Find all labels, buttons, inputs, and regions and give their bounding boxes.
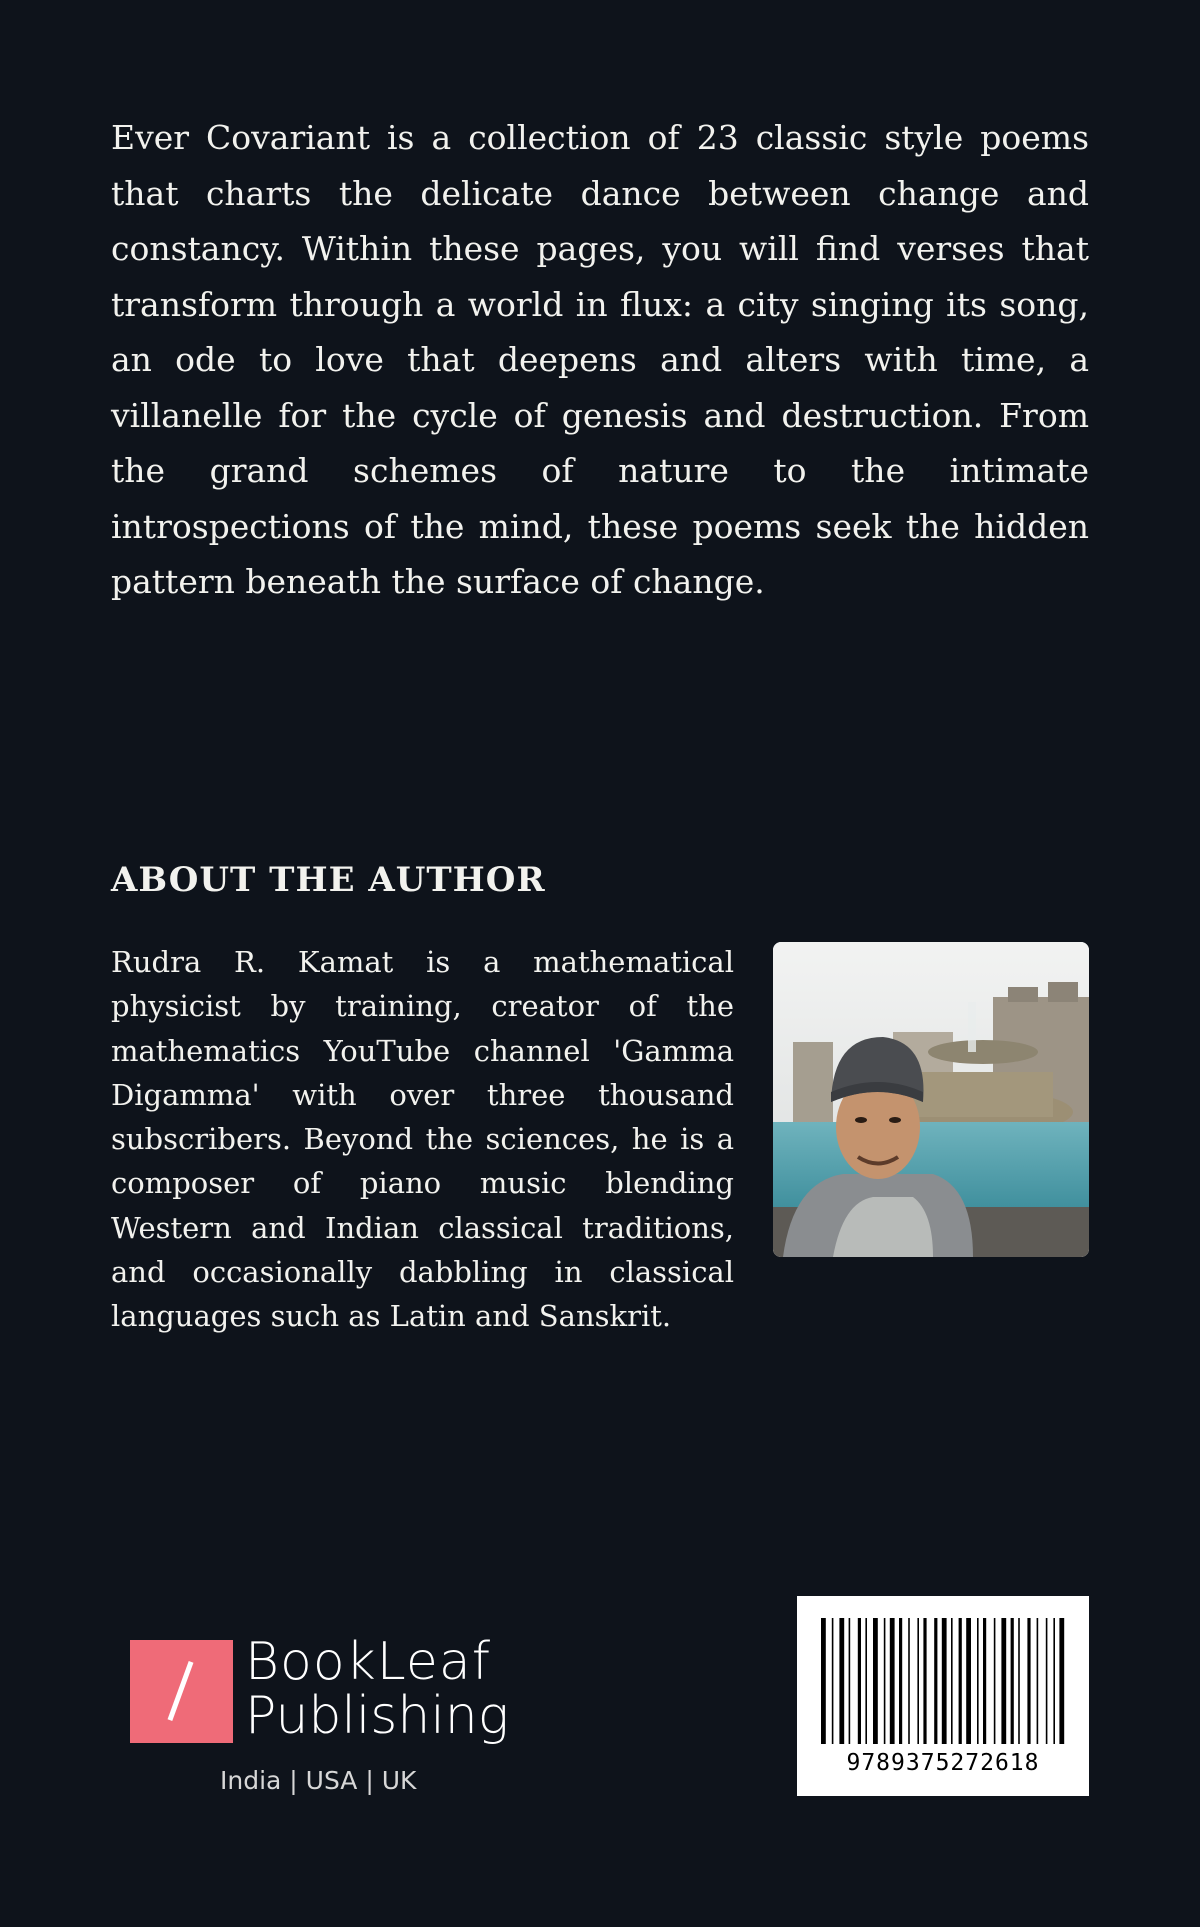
- author-bio: Rudra R. Kamat is a mathematical physicist by training, creator of the mathematics YouTube channel 'Gamma Digamma' with over three thousand subscribers. Beyond the sciences, he is a composer of piano music blending Western and Indian classical traditions, and occasionally dabbling in classical languages such as Latin and Sanskrit.: [111, 945, 734, 1334]
- barcode-bar: [934, 1618, 937, 1744]
- barcode-bar: [917, 1618, 919, 1744]
- barcode-bar: [1001, 1618, 1006, 1744]
- barcode-bar: [1037, 1618, 1039, 1744]
- barcode-bar: [966, 1618, 971, 1744]
- publisher-logo: [130, 1632, 530, 1796]
- bookleaf-logo-icon: [130, 1640, 233, 1743]
- barcode-bar: [1018, 1618, 1020, 1744]
- barcode-bar: [884, 1618, 886, 1744]
- back-cover-blurb: Ever Covariant is a collection of 23 classic style poems that charts the delicate dance between change and constancy. Within these pages, you will find verses that transform through a world in flux: a city singing its song, an ode to love that deepens and alters with time, a villanelle for the cycle of genesis and destruction. From the grand schemes of nature to the intimate introspections of the mind, these poems seek the hidden pattern beneath the surface of change.: [111, 118, 1089, 601]
- barcode-bar: [890, 1618, 895, 1744]
- barcode-bar: [865, 1618, 867, 1744]
- barcode-bar: [977, 1618, 979, 1744]
- barcode-bar: [923, 1618, 926, 1744]
- publisher-name-line2: Publishing: [245, 1686, 509, 1746]
- publisher-regions: India | USA | UK: [220, 1766, 417, 1795]
- barcode-bar: [1059, 1618, 1064, 1744]
- publisher-name-line1: BookLeaf: [245, 1632, 492, 1692]
- barcode-bar: [849, 1618, 851, 1744]
- about-author-heading: ABOUT THE AUTHOR: [111, 860, 546, 900]
- barcode-bar: [1011, 1618, 1014, 1744]
- barcode-bar: [821, 1618, 826, 1744]
- barcode-bar: [908, 1618, 910, 1744]
- barcode-bar: [839, 1618, 844, 1744]
- barcode-bar: [858, 1618, 861, 1744]
- barcode-bar: [1027, 1618, 1030, 1744]
- barcode-bar: [983, 1618, 986, 1744]
- barcode-bar: [942, 1618, 947, 1744]
- barcode-bar: [994, 1618, 996, 1744]
- isbn-barcode: [797, 1596, 1089, 1796]
- barcode-bar: [899, 1618, 902, 1744]
- author-photo: [773, 942, 1089, 1257]
- barcode-bar: [959, 1618, 962, 1744]
- barcode-bar: [951, 1618, 953, 1744]
- barcode-bars: [821, 1618, 1065, 1744]
- barcode-bar: [1046, 1618, 1048, 1744]
- barcode-bar: [832, 1618, 834, 1744]
- barcode-bar: [873, 1618, 878, 1744]
- barcode-bar: [1053, 1618, 1055, 1744]
- isbn-number: 9789375272618: [846, 1750, 1040, 1776]
